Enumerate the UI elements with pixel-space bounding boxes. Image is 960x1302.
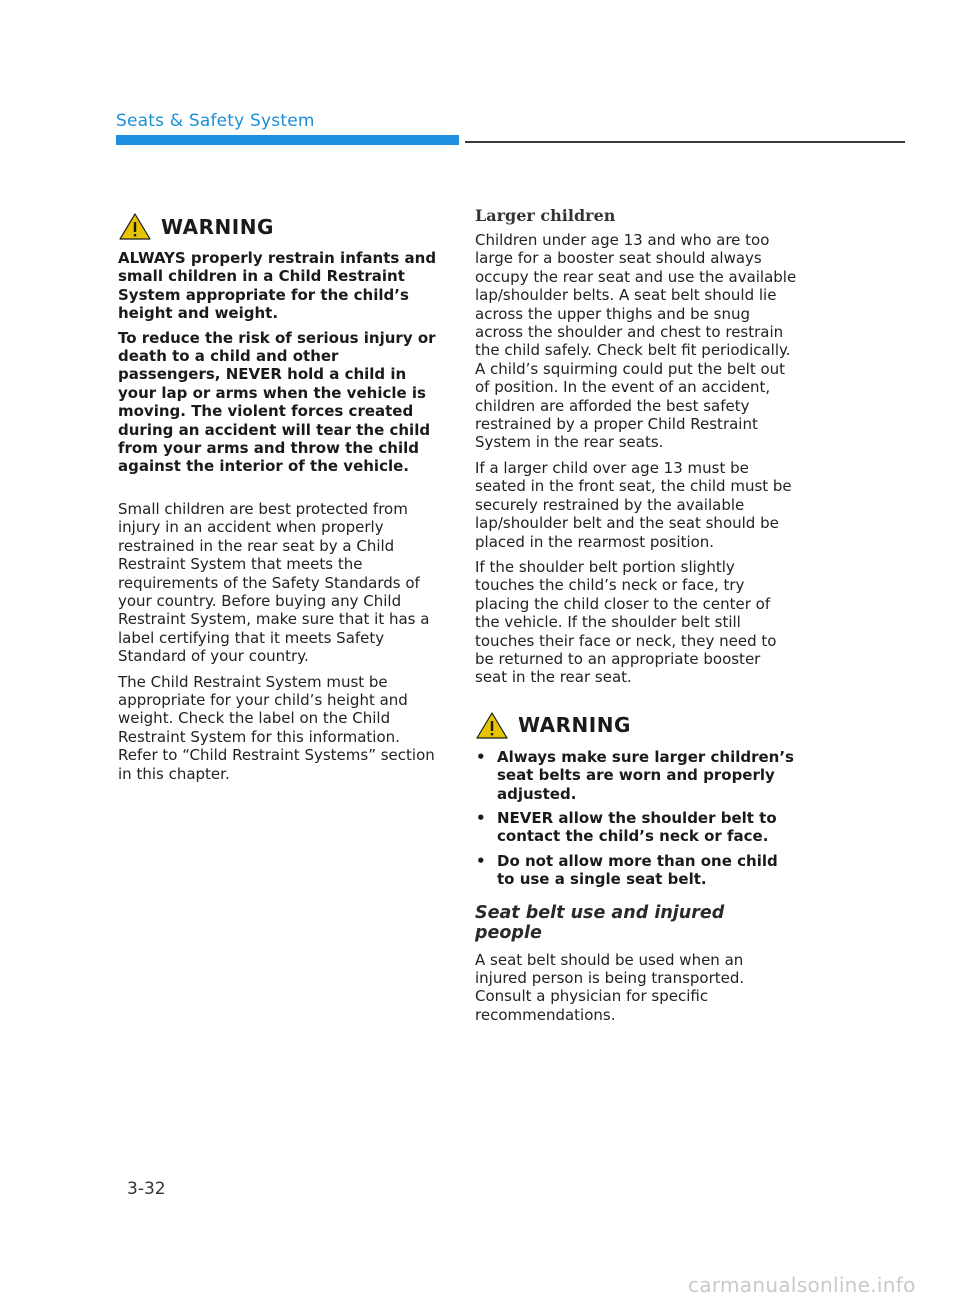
- header-rule-accent: [116, 135, 459, 145]
- warning-triangle-icon: [475, 711, 509, 740]
- warning-title: WARNING: [518, 713, 631, 738]
- warning-list-item: • Do not allow more than one child to use a single seat belt.: [475, 852, 797, 889]
- body-paragraph: The Child Restraint System must be appropriate for your child’s height and weight. Check the label on the Child Restraint System for this information. Refer to “Child Restraint Systems” section in this chapter.: [118, 672, 435, 783]
- left-column: [118, 212, 443, 790]
- page-number: 3-32: [127, 1179, 166, 1199]
- section-title: Seats & Safety System: [116, 111, 315, 131]
- header-rule: [465, 141, 905, 143]
- body-paragraph: Small children are best protected from injury in an accident when properly restrained in the rear seat by a Child Restraint System that meets the requirements of the Safety Standards of your country. Before buying any Child Restraint System, make sure that it has a label certifying that it meets Safety Standard of your country.: [118, 499, 430, 666]
- body-paragraph: If the shoulder belt portion slightly touches the child’s neck or face, try placing the child closer to the center of the vehicle. If the shoulder belt still touches their face or neck, they need to be returned to an appropriate booster seat in the rear seat.: [475, 557, 777, 687]
- warning-list-item: • Always make sure larger children’s seat belts are worn and properly adjusted.: [475, 748, 797, 803]
- warning-header: [118, 212, 443, 241]
- body-paragraph: If a larger child over age 13 must be seated in the front seat, the child must be securely restrained by the available lap/shoulder belt and the seat should be placed in the rearmost position.: [475, 458, 792, 551]
- warning-list: [475, 748, 797, 889]
- warning-triangle-icon: [118, 212, 152, 241]
- warning-list-item: • NEVER allow the shoulder belt to contact the child’s neck or face.: [475, 809, 797, 846]
- warning-paragraph: To reduce the risk of serious injury or death to a child and other passengers, NEVER hold a child in your lap or arms when the vehicle is moving. The violent forces created during an accident will tear the child from your arms and throw the child against the interior of the vehicle.: [118, 328, 436, 476]
- section-heading-injured-people: Seat belt use and injured people: [475, 902, 725, 943]
- body-paragraph: A seat belt should be used when an injured person is being transported. Consult a physician for specific recommendations.: [475, 950, 745, 1024]
- warning-paragraph: ALWAYS properly restrain infants and small children in a Child Restraint System appropriate for the child’s height and weight.: [118, 249, 437, 323]
- warning-header: [475, 711, 797, 740]
- right-column: [475, 206, 797, 1031]
- subheading-larger-children: Larger children: [475, 206, 616, 225]
- body-paragraph: Children under age 13 and who are too large for a booster seat should always occupy the rear seat and use the available lap/shoulder belts. A seat belt should lie across the upper thighs and be snug across the shoulder and chest to restrain the child safely. Check belt fit periodically. A child’s squirming could put the belt out of position. In the event of an accident, children are afforded the best safety restrained by a proper Child Restraint System in the rear seats.: [475, 231, 797, 452]
- watermark: carmanualsonline.info: [688, 1273, 916, 1297]
- warning-title: WARNING: [161, 214, 274, 239]
